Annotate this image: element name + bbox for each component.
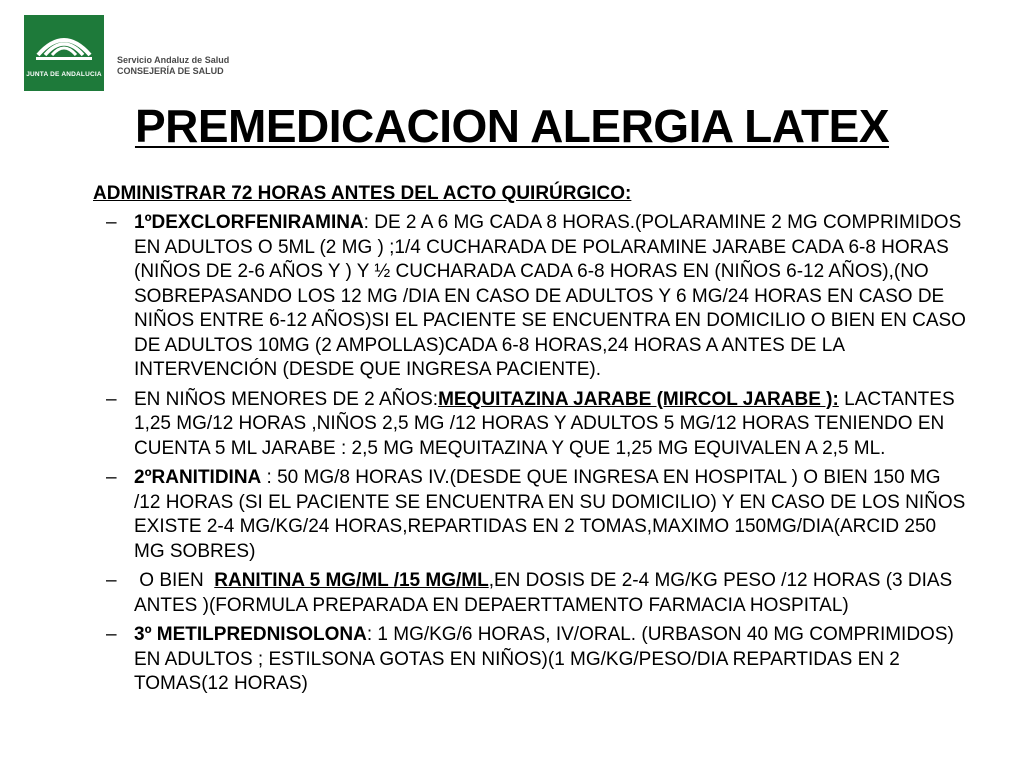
bullet-dash: – xyxy=(106,467,117,488)
organization-name xyxy=(117,55,229,77)
junta-de-andalucia-logo-icon xyxy=(24,15,104,71)
premedication-list xyxy=(106,211,968,702)
logo-caption: JUNTA DE ANDALUCIA xyxy=(26,71,102,78)
slide-title: PREMEDICACION ALERGIA LATEX xyxy=(134,100,890,152)
bullet-dash: – xyxy=(106,570,117,591)
list-item-metilprednisolona xyxy=(106,623,968,697)
org-line-1: Servicio Andaluz de Salud xyxy=(117,55,230,65)
list-item-ranitidina xyxy=(106,466,968,564)
item-text: : 50 MG/8 HORAS IV.(DESDE QUE INGRESA EN HOSPITAL ) O BIEN 150 MG /12 HORAS (SI EL PACIENTE SE ENCUENTRA EN SU DOMICILIO) Y EN CASO DE LOS NIÑOS EXISTE 2-4 MG/KG/24 HORAS,REPARTIDAS EN 2 TOMAS,MAXIMO 150MG/DIA(ARCID 250 MG SOBRES) xyxy=(134,467,966,562)
item-text: ,EN DOSIS DE 2-4 MG/KG PESO /12 HORAS (3 DIAS ANTES )(FORMULA PREPARADA EN DEPAERTTAMENTO FARMACIA HOSPITAL) xyxy=(134,570,953,616)
intro-heading: ADMINISTRAR 72 HORAS ANTES DEL ACTO QUIRÚRGICO: xyxy=(93,183,632,204)
bullet-dash: – xyxy=(106,388,117,410)
bullet-dash: – xyxy=(106,624,117,645)
drug-name: 1ºDEXCLORFENIRAMINA xyxy=(134,212,364,233)
drug-name: RANITINA 5 MG/ML /15 MG/ML xyxy=(214,570,489,591)
item-text: : 1 MG/KG/6 HORAS, IV/ORAL. (URBASON 40 MG COMPRIMIDOS) EN ADULTOS ; ESTILSONA GOTAS EN NIÑOS)(1 MG/KG/PESO/DIA REPARTIDAS EN 2 TOMAS(12 HORAS) xyxy=(134,624,954,694)
item-text: : DE 2 A 6 MG CADA 8 HORAS.(POLARAMINE 2 MG COMPRIMIDOS EN ADULTOS O 5ML (2 MG ) ;1/4 CUCHARADA DE POLARAMINE JARABE CADA 6-8 HORAS (NIÑOS DE 2-6 AÑOS Y ) Y ½ CUCHARADA CADA 6-8 HORAS EN (NIÑOS 6-12 AÑOS),(NO SOBREPASANDO LOS 12 MG /DIA EN CASO DE ADULTOS Y 6 MG/24 HORAS EN CASO DE NIÑOS ENTRE 6-12 AÑOS)SI EL PACIENTE SE ENCUENTRA EN DOMICILIO O BIEN EN CASO DE ADULTOS 10MG (2 AMPOLLAS)CADA 6-8 HORAS,24 HORAS A ANTES DE LA INTERVENCIÓN (DESDE QUE INGRESA PACIENTE). xyxy=(134,212,966,380)
drug-name: 3º METILPREDNISOLONA xyxy=(134,624,367,645)
item-text: LACTANTES 1,25 MG/12 HORAS ,NIÑOS 2,5 MG /12 HORAS Y ADULTOS 5 MG/12 HORAS TENIENDO EN CUENTA 5 ML JARABE : 2,5 MG MEQUITAZINA Y QUE 1,25 MG EQUIVALEN A 2,5 ML. xyxy=(134,388,955,459)
list-item-dexclorfeniramina xyxy=(106,211,968,383)
bullet-dash: – xyxy=(106,212,117,233)
drug-name: MEQUITAZINA JARABE (MIRCOL JARABE ): xyxy=(438,388,839,410)
junta-de-andalucia-logo xyxy=(24,15,104,91)
drug-name: 2ºRANITIDINA xyxy=(134,467,262,488)
item-prefix: EN NIÑOS MENORES DE 2 AÑOS: xyxy=(134,388,439,410)
list-item-ranitina-formula xyxy=(106,569,968,618)
item-prefix: O BIEN xyxy=(134,570,215,591)
list-item-mequitazina xyxy=(106,388,968,462)
org-line-2: CONSEJERÍA DE SALUD xyxy=(117,66,224,76)
